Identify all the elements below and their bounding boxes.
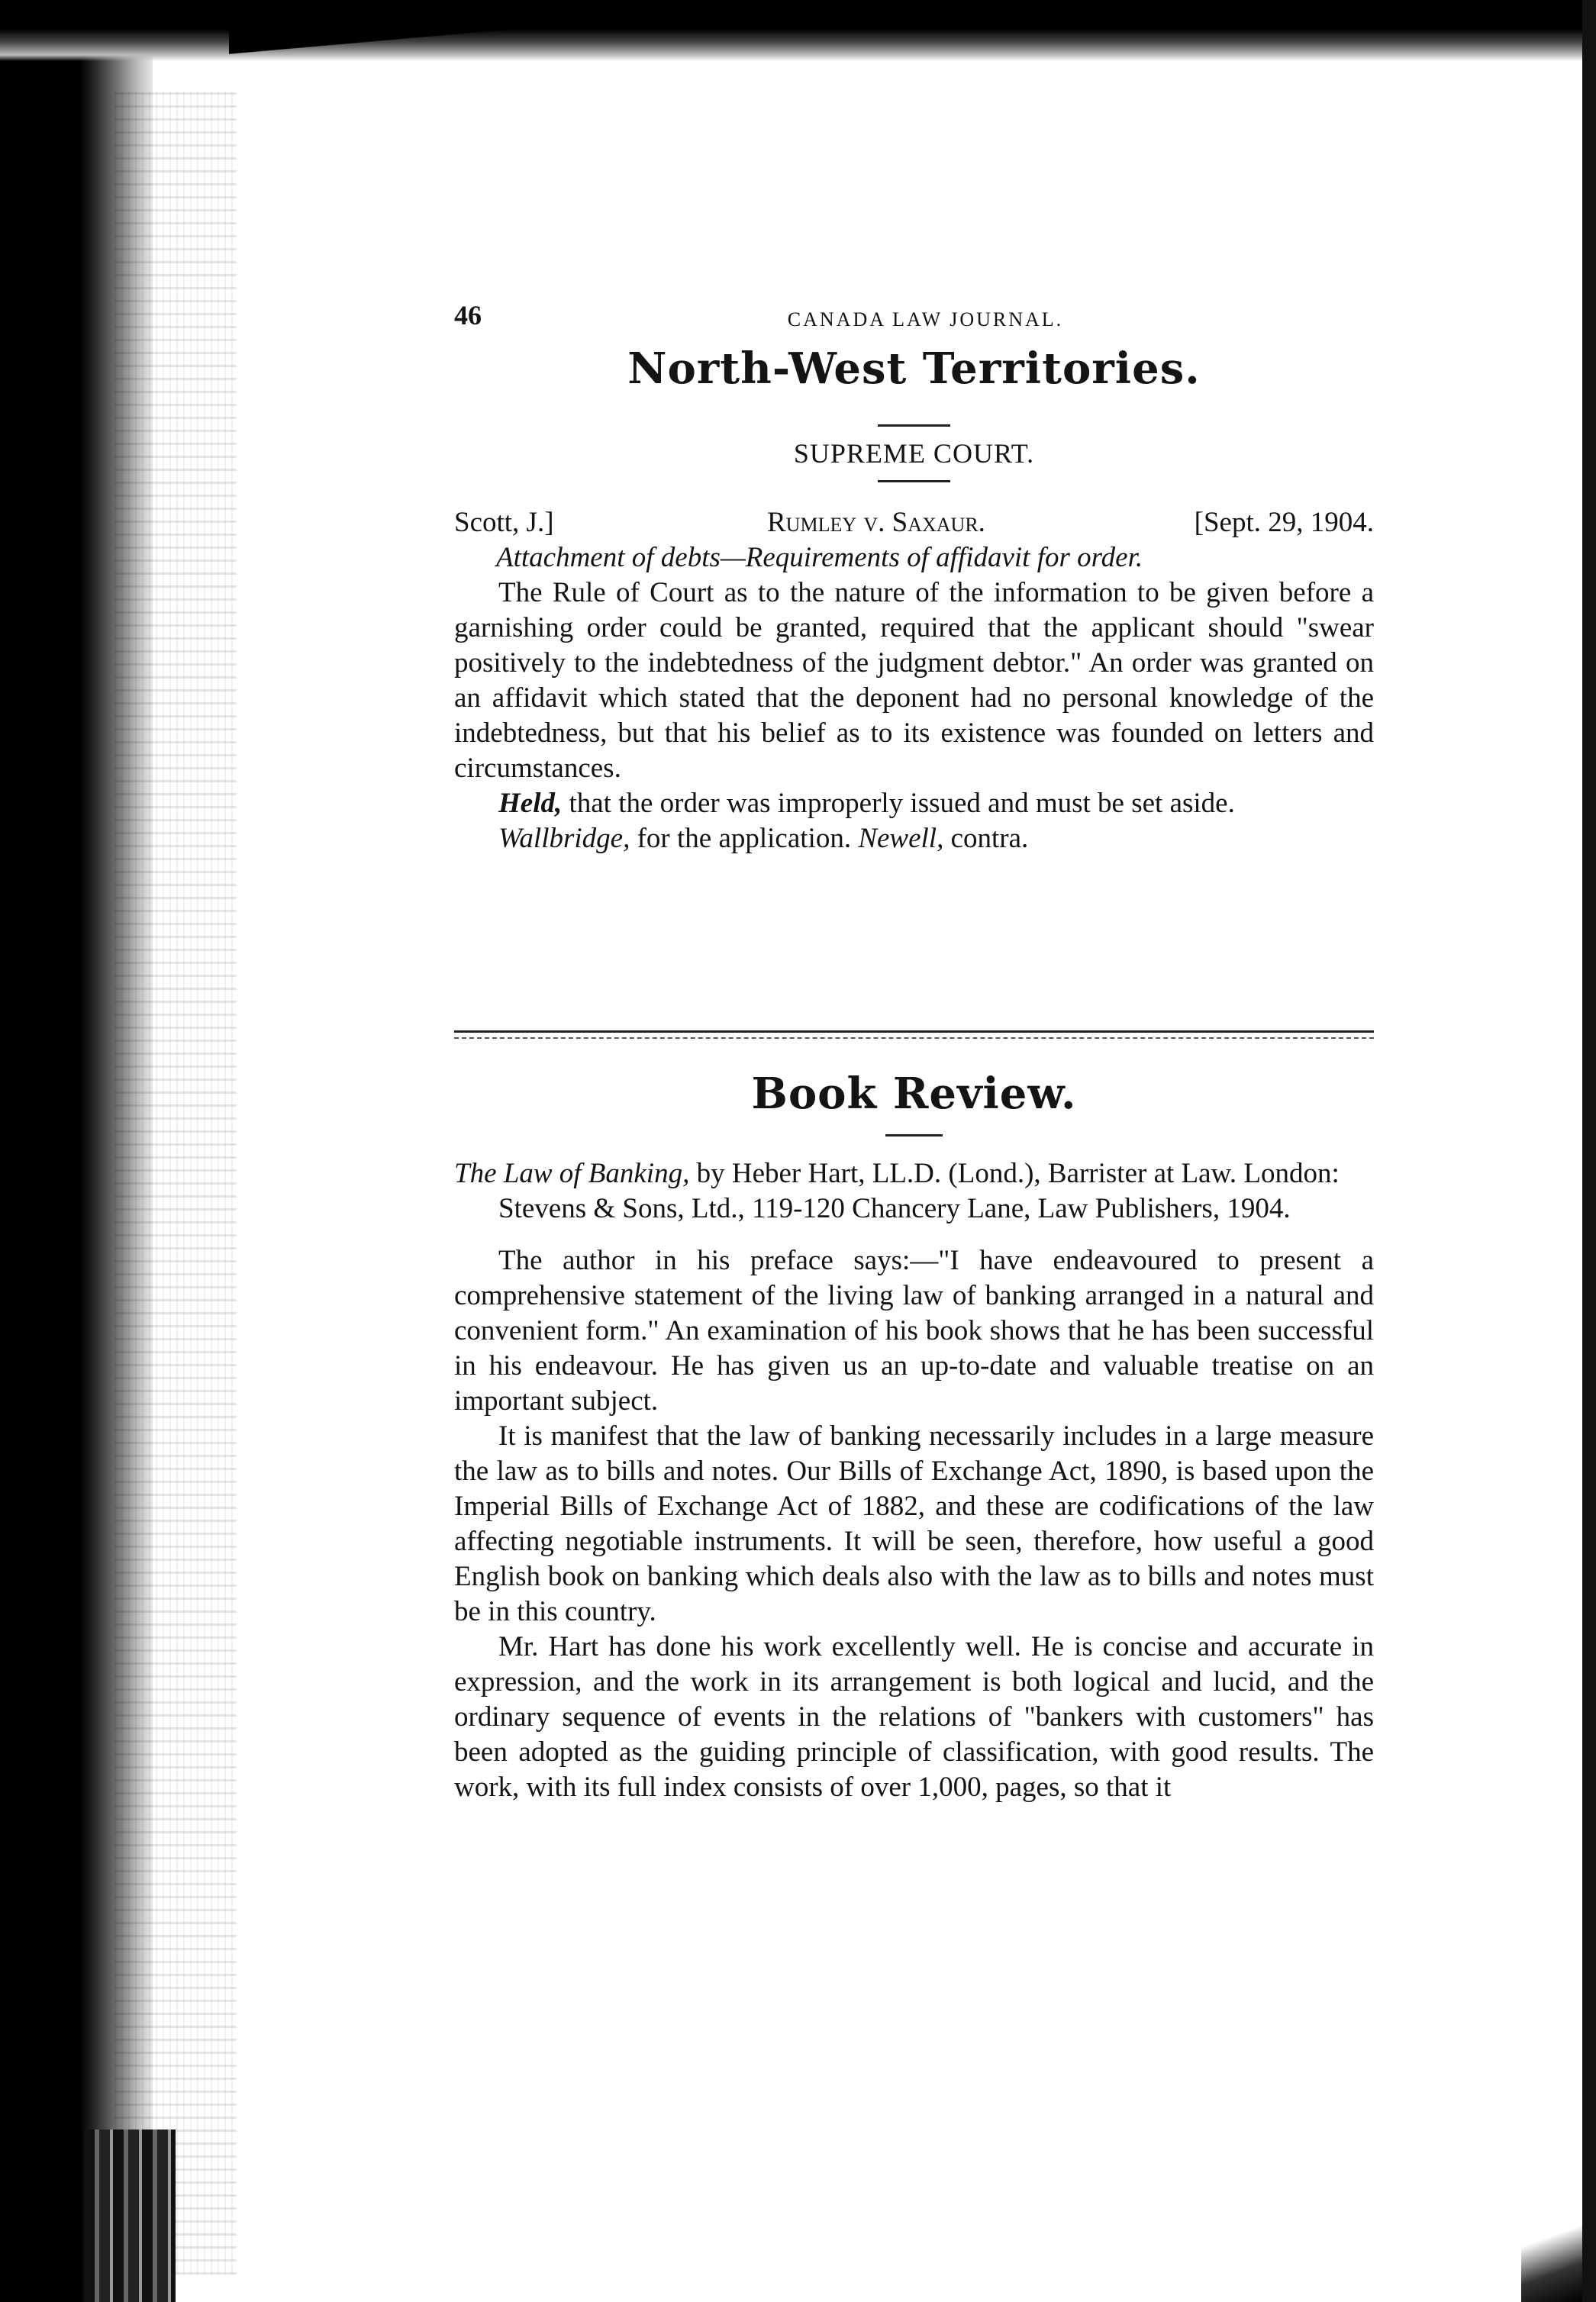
scan-right-edge: [1582, 0, 1596, 2302]
counsel-contra-role: contra.: [943, 823, 1029, 854]
catchwords: Attachment of debts—Requirements of affidavit for order.: [496, 542, 1143, 573]
held-label: Held,: [498, 788, 563, 819]
book-citation: [454, 1156, 1374, 1227]
review-paragraph: Mr. Hart has done his work excellently well. He is concise and accurate in expression, and the work in its arrangement is both logical and lucid, and the ordinary sequence of events in the relations of "bankers with customers" has been adopted as the guiding principle of classification, with good results. The work, with its full index consists of over 1,000, pages, so that it: [454, 1631, 1374, 1803]
running-head: [454, 298, 1374, 336]
scan-bottom-binding: [84, 2130, 176, 2302]
section-book-review: [454, 1069, 1374, 1805]
scan-gutter-noise: [114, 92, 237, 2275]
review-paragraph: The author in his preface says:—"I have endeavoured to present a comprehensive statement of the living law of banking arranged in a natural and convenient form." An examination of his book shows that he has been successful in his endeavour. He has given us an up-to-date and valuable treatise on an important subject.: [454, 1245, 1374, 1417]
holding: [454, 786, 1374, 821]
section-heading: Book Review.: [751, 1069, 1077, 1119]
section-separator: [454, 1030, 1374, 1039]
held-text: that the order was improperly issued and must be set aside.: [562, 788, 1235, 819]
scan-top-shadow: [229, 0, 1596, 114]
case-header: [454, 505, 1374, 540]
counsel-contra: Newell,: [858, 823, 944, 854]
section-north-west-territories: [454, 343, 1374, 856]
journal-title: CANADA LAW JOURNAL.: [787, 308, 1064, 330]
judge-name: Scott, J.]: [454, 507, 554, 538]
section-heading: North-West Territories.: [627, 343, 1201, 394]
review-paragraph: It is manifest that the law of banking necessarily includes in a large measure the law as to bills and notes. Our Bills of Exchange Act, 1890, is based upon the Imperial Bills of Exchange Act of 1882, and these are codifications of the law affecting negotiable instruments. It will be seen, therefore, how useful a good English book on banking which deals also with the law as to bills and notes must be in this country.: [454, 1420, 1374, 1627]
page-number: 46: [454, 300, 482, 330]
book-title: The Law of Banking,: [454, 1158, 690, 1189]
court-name: SUPREME COURT.: [793, 438, 1035, 469]
scan-corner-shadow: [1521, 2195, 1582, 2302]
book-details: by Heber Hart, LL.D. (Lond.), Barrister at Law. London: Stevens & Sons, Ltd., 119-120 Chancery Lane, Law Publishers, 1904.: [498, 1158, 1340, 1224]
counsel-line: [454, 821, 1374, 856]
case-summary: The Rule of Court as to the nature of the information to be given before a garnishing order could be granted, required that the applicant should "swear positively to the indebtedness of the judgment debtor." An order was granted on an affidavit which stated that the deponent had no personal knowledge of the indebtedness, but that his belief as to its existence was founded on letters and circumstances.: [454, 577, 1374, 784]
counsel-applicant: Wallbridge,: [498, 823, 630, 854]
decision-date: [Sept. 29, 1904.: [1194, 507, 1374, 538]
case-name: Rumley v. Saxaur.: [767, 507, 985, 538]
counsel-applicant-role: for the application.: [630, 823, 859, 854]
